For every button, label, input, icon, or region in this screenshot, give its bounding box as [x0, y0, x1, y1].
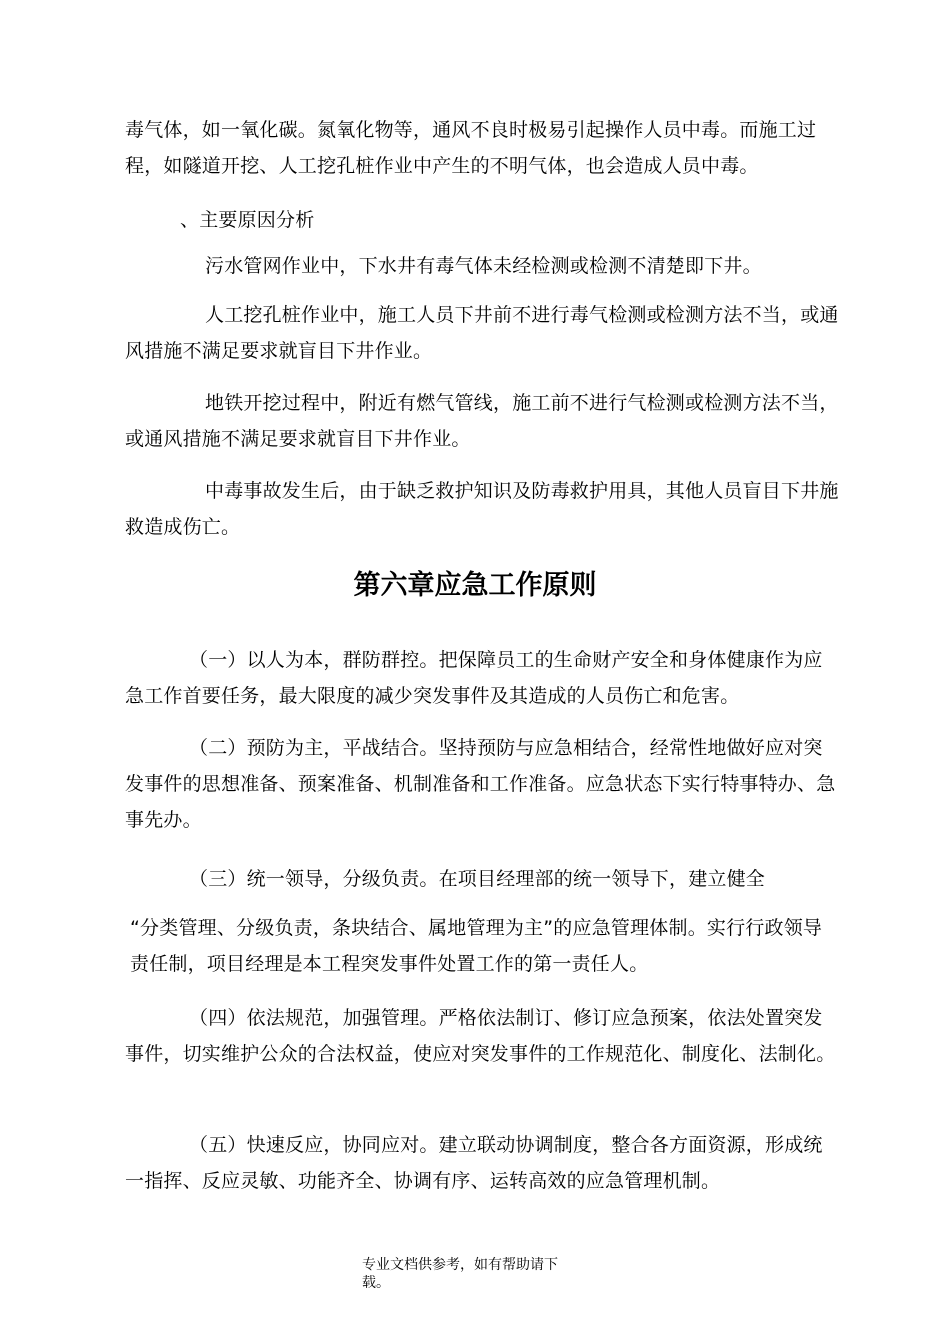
- subheading-main-causes: 、主要原因分析: [180, 209, 315, 231]
- footer-line-1: 专业文档供参考，如有帮助请下: [362, 1257, 558, 1273]
- paragraph-rescue-cause: 中毒事故发生后，由于缺乏救护知识及防毒救护用具，其他人员盲目下井施救造成伤亡。: [125, 480, 839, 538]
- paragraph-sewer-cause: 污水管网作业中，下水井有毒气体未经检测或检测不清楚即下井。: [205, 255, 762, 277]
- footer-note: [362, 1256, 602, 1292]
- paragraph-subway-cause: 地铁开挖过程中，附近有燃气管线，施工前不进行气检测或检测方法不当，或通风措施不满足要求就盲目下井作业。: [125, 392, 839, 450]
- principle-5: （五）快速反应，协同应对。建立联动协调制度，整合各方面资源，形成统一指挥、反应灵敏、功能齐全、协调有序、运转高效的应急管理机制。: [125, 1134, 823, 1192]
- principle-2: （二）预防为主，平战结合。坚持预防与应急相结合，经常性地做好应对突发事件的思想准备、预案准备、机制准备和工作准备。应急状态下实行特事特办、急事先办。: [125, 737, 836, 831]
- principle-4: （四）依法规范，加强管理。严格依法制订、修订应急预案，依法处置突发事件，切实维护公众的合法权益，使应对突发事件的工作规范化、制度化、法制化。: [125, 1007, 836, 1065]
- paragraph-pile-cause: 人工挖孔桩作业中，施工人员下井前不进行毒气检测或检测方法不当，或通风措施不满足要求就盲目下井作业。: [125, 304, 839, 362]
- principle-1: （一）以人为本，群防群控。把保障员工的生命财产安全和身体健康作为应急工作首要任务，最大限度的减少突发事件及其造成的人员伤亡和危害。: [125, 649, 823, 707]
- chapter-title: 第六章应急工作原则: [353, 570, 597, 601]
- paragraph-toxic-gas-sources: 毒气体，如一氧化碳。氮氧化物等，通风不良时极易引起操作人员中毒。而施工过程，如隧道开挖、人工挖孔桩作业中产生的不明气体，也会造成人员中毒。: [125, 119, 817, 177]
- principle-3-rest: “分类管理、分级负责，条块结合、属地管理为主”的应急管理体制。实行行政领导责任制，项目经理是本工程突发事件处置工作的第一责任人。: [130, 917, 823, 975]
- principle-3-line1: （三）统一领导，分级负责。在项目经理部的统一领导下，建立健全: [189, 868, 766, 890]
- footer-line-2: 载。: [362, 1275, 390, 1291]
